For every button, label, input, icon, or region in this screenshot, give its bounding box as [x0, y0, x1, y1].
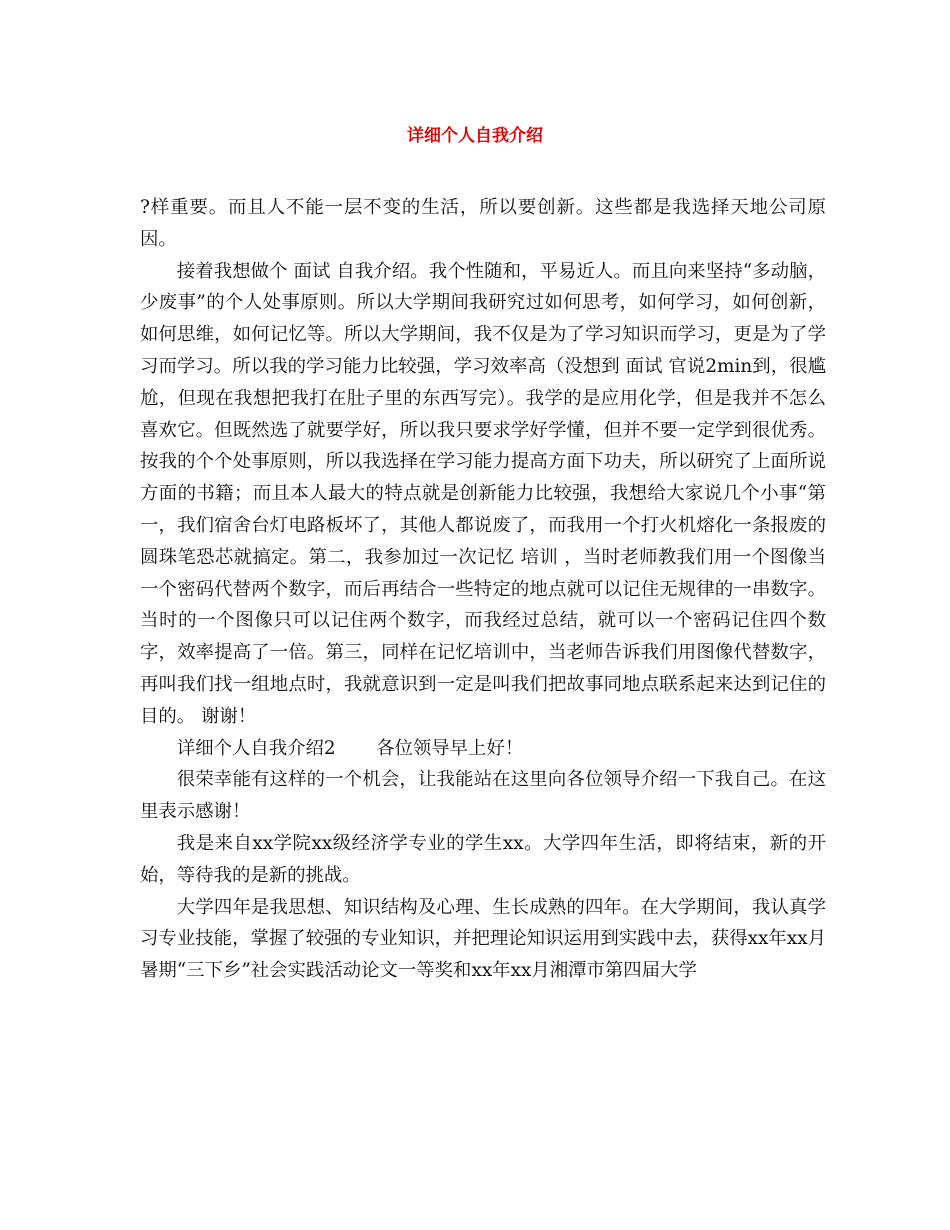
paragraph: 我是来自xx学院xx级经济学专业的学生xx。大学四年生活，即将结束，新的开始，等待我的是新的挑战。	[140, 832, 826, 886]
document-title: 详细个人自我介绍	[407, 126, 543, 146]
paragraph: 很荣幸能有这样的一个机会，让我能站在这里向各位领导介绍一下我自己。在这里表示感谢！	[140, 769, 826, 823]
section-2-greeting: 各位领导早上好！	[376, 737, 524, 759]
paragraph: 大学四年是我思想、知识结构及心理、生长成熟的四年。在大学期间，我认真学习专业技能，掌握了较强的专业知识，并把理论知识运用到实践中去，获得xx年xx月暑期“三下乡”社会实践活动论文一等奖和xx年xx月湘潭市第四届大学	[140, 896, 826, 982]
section-2-heading-line	[140, 733, 826, 765]
paragraph: ?样重要。而且人不能一层不变的生活，所以要创新。这些都是我选择天地公司原因。	[140, 197, 826, 250]
section-2-heading: 详细个人自我介绍2	[176, 737, 336, 759]
paragraph: 接着我想做个 面试 自我介绍。我个性随和，平易近人。而且向来坚持“多动脑，少废事”的个人处事原则。所以大学期间我研究过如何思考，如何学习，如何创新，如何思维，如何记忆等。所以大学期间，我不仅是为了学习知识而学习，更是为了学习而学习。所以我的学习能力比较强，学习效率高（没想到 面试 官说2min到，很尴尬，但现在我想把我打在肚子里的东西写完）。我学的是应用化学，但是我并不怎么喜欢它。但既然选了就要学好，所以我只要求学好学懂，但并不要一定学到很优秀。按我的个个处事原则，所以我选择在学习能力提高方面下功夫，所以研究了上面所说方面的书籍；而且本人最大的特点就是创新能力比较强，我想给大家说几个小事“第一，我们宿舍台灯电路板坏了，其他人都说废了，而我用一个打火机熔化一条报废的圆珠笔恐芯就搞定。第二，我参加过一次记忆 培训 ，当时老师教我们用一个图像当一个密码代替两个数字，而后再结合一些特定的地点就可以记住无规律的一串数字。当时的一个图像只可以记住两个数字，而我经过总结，就可以一个密码记住四个数字，效率提高了一倍。第三，同样在记忆培训中，当老师告诉我们用图像代替数字，再叫我们找一组地点时，我就意识到一定是叫我们把故事同地点联系起来达到记住的目的。 谢谢！	[140, 260, 826, 727]
document-body	[140, 192, 826, 987]
